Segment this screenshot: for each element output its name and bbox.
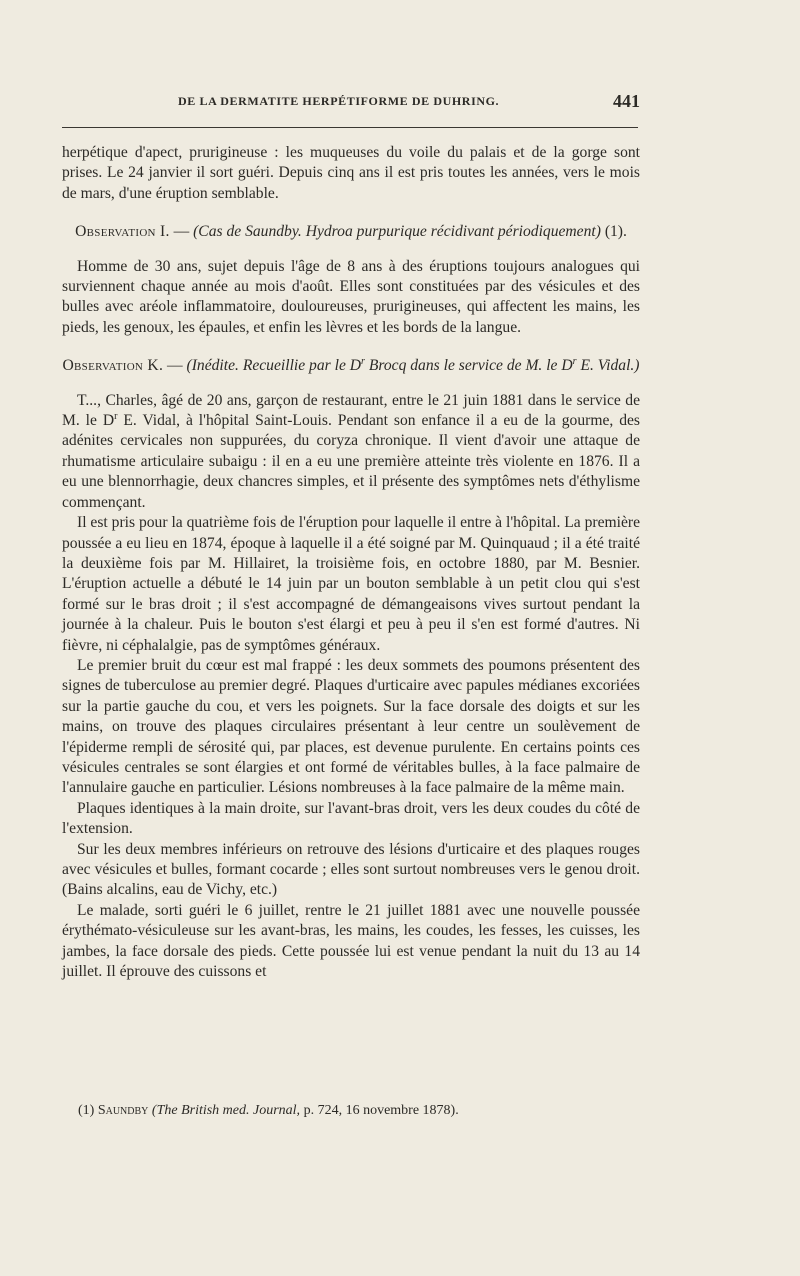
text-run: E. Vidal, à l'hôpital Saint-Louis. Pendant son enfance il a eu de la gourme, des adénites cervicales non suppurées, du coryza chronique. Il vient d'avoir une attaque de rhumatisme articulaire subaigu : il en a eu une première atteinte très violente en 1876. Il a eu une blennorrhagie, deux chancres simples, et il présente des symptômes nets d'éthylisme commençant.	[62, 412, 641, 511]
paragraph-case-2-intro	[62, 391, 640, 513]
header-rule	[62, 127, 638, 128]
paragraph-lower-limbs: Sur les deux membres inférieurs on retrouve des lésions d'urticaire et des plaques rouges avec vésicules et bulles, formant cocarde ; elles sont surtout nombreuses vers le genou droit. (Bains alcalins, eau de Vichy, etc.)	[62, 840, 640, 899]
observation-dash: —	[163, 357, 187, 375]
paragraph-continuation: herpétique d'apect, prurigineuse : les muqueuses du voile du palais et de la gorge sont prises. Le 24 janvier il sort guéri. Depuis cinq ans il est pris toutes les années, vers le mois de mars, d'une éruption semblable.	[62, 144, 640, 202]
observation-heading-1	[62, 222, 640, 242]
observation-description-c: E. Vidal.)	[576, 357, 640, 375]
footnote-author: Saundby	[97, 1103, 149, 1118]
page-number: 441	[613, 91, 640, 111]
observation-label: Observation K.	[62, 357, 164, 375]
footnote-journal: (The British med. Journal,	[151, 1103, 301, 1118]
paragraph-case-1: Homme de 30 ans, sujet depuis l'âge de 8 ans à des éruptions toujours analogues qui surviennent chaque année au mois d'août. Elles sont constituées par des vésicules et des bulles avec aréole inflammatoire, douloureuses, prurigineuses, qui affectent les mains, les pieds, les genoux, les épaules, et enfin les lèvres et les bords de la langue.	[62, 257, 640, 336]
observation-dash: —	[169, 223, 194, 241]
footnote	[78, 1102, 638, 1120]
paragraph-relapse: Le malade, sorti guéri le 6 juillet, rentre le 21 juillet 1881 avec une nouvelle poussée érythémato-vésiculeuse sur les avant-bras, les mains, les coudes, les fesses, les cuisses, les jambes, la face dorsale des pieds. Cette poussée lui est venue pendant la nuit du 13 au 14 juillet. Il éprouve des cuissons et	[62, 901, 640, 981]
observation-description-a: (Inédite. Recueillie par le D	[186, 357, 362, 375]
page-header	[60, 91, 640, 116]
footnote-marker: (1)	[78, 1103, 95, 1118]
observation-description-b: Brocq dans le service de M. le D	[364, 357, 573, 375]
body-text	[62, 143, 640, 982]
observation-heading-2	[62, 356, 640, 376]
superscript: r	[361, 356, 365, 368]
superscript: r	[114, 410, 118, 422]
paragraph-right-hand: Plaques identiques à la main droite, sur l'avant-bras droit, vers les deux coudes du côté de l'extension.	[62, 799, 640, 838]
observation-description: (Cas de Saundby. Hydroa purpurique récidivant périodiquement)	[193, 223, 601, 241]
footnote-details: p. 724, 16 novembre 1878).	[300, 1103, 459, 1118]
running-title: DE LA DERMATITE HERPÉTIFORME DE DUHRING.	[178, 94, 500, 108]
observation-label: Observation I.	[75, 223, 170, 241]
paragraph-exam: Le premier bruit du cœur est mal frappé : les deux sommets des poumons présentent des signes de tuberculose au premier degré. Plaques d'urticaire avec papules médianes excoriées sur la partie gauche du cou, et vers les poignets. Sur la face dorsale des doigts et sur les mains, on trouve des plaques circulaires présentant à leur centre un soulèvement de l'épiderme rempli de sérosité qui, par places, est devenue purulente. En certains points ces vésicules centrales se sont élargies et ont formé de véritables bulles, à la face palmaire de l'annulaire gauche en particulier. Lésions nombreuses à la face palmaire de la même main.	[62, 656, 640, 797]
footnote-reference: (1).	[600, 223, 627, 241]
text-run: T..., Charles, âgé de 20 ans, garçon de restaurant, entre le 21 juin 1881 dans le service de M. le D	[62, 391, 640, 430]
paragraph-history: Il est pris pour la quatrième fois de l'éruption pour laquelle il entre à l'hôpital. La première poussée a eu lieu en 1874, époque à laquelle il a été soigné par M. Quinquaud ; il a été traité la deuxième fois par M. Hillairet, la troisième fois, en octobre 1880, par M. Besnier. L'éruption actuelle a débuté le 14 juin par un bouton semblable à un petit clou qui s'est formé sur le bras droit ; il s'est accompagné de démangeaisons vives surtout pendant la journée à la chaleur. Puis le bouton s'est élargi et peu à peu il s'en est formé d'autres. Ni fièvre, ni céphalalgie, pas de symptômes généraux.	[62, 514, 640, 654]
superscript: r	[572, 356, 577, 368]
